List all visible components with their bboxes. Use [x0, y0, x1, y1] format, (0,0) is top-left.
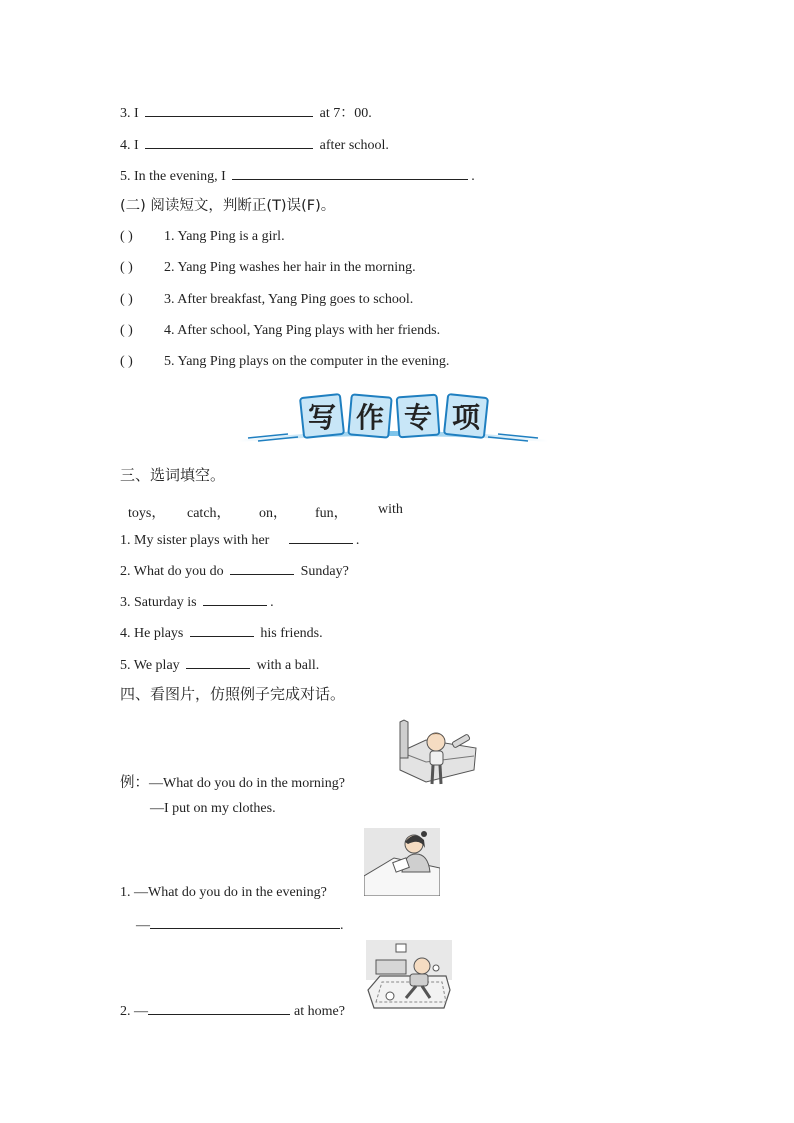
- word-option: fun，: [315, 506, 348, 521]
- tf-answer-box[interactable]: ( ): [120, 323, 133, 338]
- tf-answer-box[interactable]: ( ): [120, 354, 133, 369]
- q5-blank[interactable]: [232, 166, 468, 180]
- fill-q4: [120, 623, 323, 643]
- fill-q2-after: Sunday?: [300, 564, 349, 579]
- q3-number: 3. I: [120, 106, 139, 121]
- tf-item-3: [120, 291, 413, 309]
- fill-q2-blank[interactable]: [230, 561, 294, 575]
- q2-after: at home?: [294, 1004, 345, 1019]
- tf-item-2: [120, 259, 416, 277]
- child-on-bed-picture: [396, 712, 480, 790]
- example-question: —What do you do in the morning?: [149, 776, 345, 791]
- tf-item-1: [120, 228, 285, 246]
- word-option: toys，: [128, 506, 166, 521]
- fill-q4-after: his friends.: [260, 626, 323, 641]
- word-option: catch，: [187, 506, 231, 521]
- q3-after: at 7：00.: [319, 106, 372, 121]
- tf-answer-box[interactable]: ( ): [120, 292, 133, 307]
- fill-q1: [120, 530, 359, 550]
- tf-item-5: [120, 353, 449, 371]
- q4-after: after school.: [319, 138, 389, 153]
- fill-q3-end: .: [270, 595, 274, 610]
- fill-q1-text: 1. My sister plays with her: [120, 533, 270, 548]
- fill-q5-text: 5. We play: [120, 658, 180, 673]
- fill-q3: [120, 592, 274, 612]
- fill-q5-after: with a ball.: [256, 658, 320, 673]
- tf-answer-box[interactable]: ( ): [120, 229, 133, 244]
- fill-q3-text: 3. Saturday is: [120, 595, 197, 610]
- dialogue-q2: [120, 1001, 345, 1021]
- banner-tile: [300, 394, 344, 438]
- tf-statement: 4. After school, Yang Ping plays with her friends.: [164, 323, 441, 338]
- word-option: with: [378, 502, 403, 517]
- tf-statement: 1. Yang Ping is a girl.: [164, 229, 285, 244]
- example-answer: —I put on my clothes.: [150, 801, 276, 816]
- part2-heading: (二) 阅读短文，判断正(T)误(F)。: [120, 198, 336, 214]
- a1-blank[interactable]: [150, 915, 340, 929]
- tf-statement: 5. Yang Ping plays on the computer in the evening.: [164, 354, 450, 369]
- q3-line: [120, 103, 372, 123]
- q2-blank[interactable]: [148, 1001, 290, 1015]
- banner-char: 作: [355, 401, 385, 434]
- tf-statement: 2. Yang Ping washes her hair in the morning.: [164, 260, 416, 275]
- q4-blank[interactable]: [145, 135, 313, 149]
- banner-tile: [444, 394, 488, 438]
- fill-q3-blank[interactable]: [203, 592, 267, 606]
- fill-q2-text: 2. What do you do: [120, 564, 224, 579]
- dialogue-q1: 1. —What do you do in the evening?: [120, 885, 327, 900]
- fill-q5-blank[interactable]: [186, 655, 250, 669]
- girl-writing-picture: [364, 828, 440, 896]
- banner-char: 项: [451, 401, 481, 434]
- q5-line: [120, 166, 475, 186]
- word-option: on，: [259, 506, 287, 521]
- banner-tile: [348, 394, 391, 437]
- q5-end: .: [471, 169, 475, 184]
- tf-statement: 3. After breakfast, Yang Ping goes to school.: [164, 292, 414, 307]
- fill-q1-blank[interactable]: [289, 530, 353, 544]
- fill-q5: [120, 655, 319, 675]
- fill-q4-blank[interactable]: [190, 623, 254, 637]
- q4-number: 4. I: [120, 138, 139, 153]
- part4-heading: 四、看图片，仿照例子完成对话。: [120, 685, 346, 703]
- a1-end: .: [340, 918, 344, 933]
- banner-char: 写: [307, 401, 337, 434]
- q3-blank[interactable]: [145, 103, 313, 117]
- banner-tile: [397, 395, 440, 438]
- q5-number: 5. In the evening, I: [120, 169, 226, 184]
- dialogue-a1: [136, 915, 344, 935]
- part3-heading: 三、选词填空。: [120, 466, 226, 484]
- banner-swoosh: [238, 431, 548, 442]
- fill-q1-end: .: [355, 533, 360, 548]
- q4-line: [120, 135, 389, 155]
- banner-char: 专: [403, 401, 433, 434]
- example-label: 例：: [120, 775, 149, 791]
- example-question-line: [120, 774, 345, 793]
- tf-item-4: [120, 322, 440, 340]
- fill-q4-text: 4. He plays: [120, 626, 184, 641]
- writing-section-banner: [238, 392, 548, 444]
- q2-number: 2. —: [120, 1004, 148, 1019]
- a1-dash: —: [136, 918, 150, 933]
- fill-q2: [120, 561, 349, 581]
- boy-at-home-picture: [366, 940, 452, 1014]
- tf-answer-box[interactable]: ( ): [120, 260, 133, 275]
